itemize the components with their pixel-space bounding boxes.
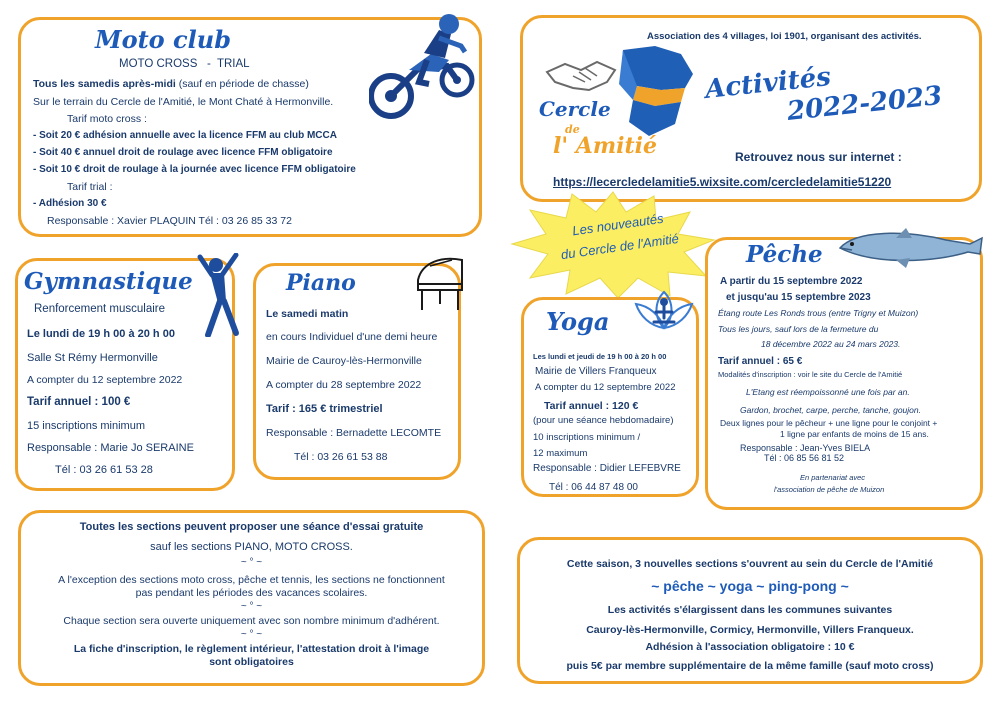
moto-schedule-rest: (sauf en période de chasse) [175, 78, 309, 90]
peche-etang: Étang route Les Ronds trous (entre Trigny et Muizon) [718, 308, 919, 318]
logo-de: de [565, 123, 580, 136]
website-link[interactable]: https://lecercledelamitie5.wixsite.com/cercledelamitie51220 [553, 175, 892, 189]
info-holidays-2: pas pendant les périodes des vacances scolaires. [135, 587, 368, 599]
moto-club-subtitle: MOTO CROSS - TRIAL [119, 58, 250, 70]
logo-amitie: l' Amitié [553, 133, 657, 159]
peche-tel: Tél : 06 85 56 81 52 [764, 453, 845, 463]
moto-line-3: - Soit 10 € droit de roulage à la journée avec licence FFM obligatoire [33, 164, 356, 175]
gymnast-icon [196, 253, 244, 337]
piano-place: Mairie de Cauroy-lès-Hermonville [266, 355, 422, 367]
gym-time: Le lundi de 19 h 00 à 20 h 00 [27, 328, 175, 340]
piano-start: A compter du 28 septembre 2022 [266, 379, 422, 391]
peche-lines-2: 1 ligne par enfants de moins de 15 ans. [780, 429, 929, 439]
logo-cercle: Cercle [539, 97, 611, 121]
moto-tarif-cross: Tarif moto cross : [67, 113, 147, 125]
piano-tarif: Tarif : 165 € trimestriel [266, 403, 383, 415]
handshake-icon [545, 52, 617, 96]
general-info-card [18, 510, 485, 686]
info-trial-exceptions: sauf les sections PIANO, MOTO CROSS. [150, 541, 353, 553]
info-documents-2: sont obligatoires [209, 656, 294, 668]
activities-heading: Activités [703, 61, 833, 106]
yoga-max: 12 maximum [533, 448, 588, 459]
moto-responsable: Responsable : Xavier PLAQUIN Tél : 03 26 85 33 72 [47, 215, 292, 227]
info-separator-1: ~ ° ~ [240, 557, 263, 568]
moto-club-card [18, 17, 482, 237]
piano-time: Le samedi matin [266, 308, 349, 320]
peche-days: Tous les jours, sauf lors de la fermeture du [718, 324, 879, 334]
gym-start: A compter du 12 septembre 2022 [27, 374, 183, 386]
info-documents-1: La fiche d'inscription, le règlement intérieur, l'attestation droit à l'image [73, 643, 430, 655]
yoga-start: A compter du 12 septembre 2022 [535, 382, 676, 393]
info-separator-2: ~ ° ~ [240, 601, 263, 612]
starburst-line-2: du Cercle de l'Amitié [559, 230, 680, 263]
info-minimum-members: Chaque section sera ouverte uniquement avec son nombre minimum d'adhérent. [63, 615, 440, 627]
info-trial-session: Toutes les sections peuvent proposer une séance d'essai gratuite [79, 521, 424, 533]
yoga-place: Mairie de Villers Franqueux [535, 366, 657, 377]
internet-label: Retrouvez nous sur internet : [735, 150, 902, 164]
moto-location: Sur le terrain du Cercle de l'Amitié, le Mont Chaté à Hermonville. [33, 96, 334, 108]
gym-card [15, 258, 235, 491]
new-sections-list: ~ pêche ~ yoga ~ ping-pong ~ [651, 578, 849, 594]
peche-tarif: Tarif annuel : 65 € [718, 356, 803, 367]
piano-title: Piano [286, 270, 356, 296]
gym-tarif: Tarif annuel : 100 € [27, 396, 131, 408]
communes-list: Cauroy-lès-Hermonville, Cormicy, Hermonville, Villers Franqueux. [586, 624, 914, 636]
season-new-sections: Cette saison, 3 nouvelles sections s'ouvrent au sein du Cercle de l'Amitié [566, 558, 934, 570]
moto-schedule-bold: Tous les samedis après-midi [33, 78, 176, 90]
map-icon [615, 44, 695, 144]
yoga-min: 10 inscriptions minimum / [533, 432, 641, 443]
peche-fish: Gardon, brochet, carpe, perche, tanche, goujon. [740, 405, 921, 415]
yoga-tel: Tél : 06 44 87 48 00 [549, 482, 638, 493]
peche-until: et jusqu'au 15 septembre 2023 [726, 292, 871, 303]
yoga-lotus-icon [632, 284, 696, 342]
association-description: Association des 4 villages, loi 1901, organisant des activités. [647, 31, 922, 42]
pike-fish-icon [836, 224, 986, 272]
piano-tel: Tél : 03 26 61 53 88 [294, 451, 388, 463]
peche-title: Pêche [746, 241, 823, 268]
piano-card [253, 263, 461, 480]
moto-line-1: - Soit 20 € adhésion annuelle avec la licence FFM au club MCCA [33, 130, 337, 141]
piano-icon [412, 254, 468, 312]
info-separator-3: ~ ° ~ [240, 629, 263, 640]
piano-responsable: Responsable : Bernadette LECOMTE [266, 427, 442, 439]
peche-card [705, 237, 983, 510]
membership-fee: Adhésion à l'association obligatoire : 10 € [645, 641, 855, 653]
starburst-line-1: Les nouveautés [571, 210, 665, 239]
yoga-title: Yoga [546, 307, 610, 336]
yoga-time: Les lundi et jeudi de 19 h 00 à 20 h 00 [533, 352, 667, 361]
peche-from: A partir du 15 septembre 2022 [720, 276, 863, 287]
gym-tel: Tél : 03 26 61 53 28 [55, 464, 153, 476]
gym-responsable: Responsable : Marie Jo SERAINE [27, 442, 194, 454]
peche-reempoissonne: L'Etang est réempoissonné une fois par an. [746, 387, 910, 397]
communes-intro: Les activités s'élargissent dans les communes suivantes [607, 604, 893, 616]
moto-schedule [33, 78, 309, 90]
piano-format: en cours Individuel d'une demi heure [266, 331, 438, 343]
gym-subtitle: Renforcement musculaire [34, 303, 166, 315]
info-holidays-1: A l'exception des sections moto cross, pêche et tennis, les sections ne fonctionnent [58, 574, 445, 586]
yoga-tarif: Tarif annuel : 120 € [544, 400, 639, 412]
gym-minimum: 15 inscriptions minimum [27, 420, 145, 432]
peche-modalites: Modalités d'inscription : voir le site du Cercle de l'Amitié [718, 370, 903, 379]
motocross-rider-icon [369, 8, 479, 123]
peche-responsable: Responsable : Jean-Yves BIELA [740, 443, 871, 453]
yoga-responsable: Responsable : Didier LEFEBVRE [533, 463, 681, 474]
moto-tarif-trial: Tarif trial : [67, 181, 113, 193]
moto-club-title: Moto club [95, 25, 231, 54]
years-heading: 2022-2023 [785, 80, 944, 128]
peche-partner-1: En partenariat avec [800, 473, 866, 482]
peche-lines-1: Deux lignes pour le pêcheur + une ligne pour le conjoint + [720, 418, 938, 428]
peche-closure: 18 décembre 2022 au 24 mars 2023. [761, 339, 901, 349]
peche-partner-2: l'association de pêche de Muizon [774, 485, 885, 494]
moto-line-2: - Soit 40 € annuel droit de roulage avec licence FFM obligatoire [33, 147, 333, 158]
yoga-card [521, 297, 699, 497]
gym-title: Gymnastique [24, 268, 193, 295]
new-sections-card [517, 537, 983, 684]
gym-place: Salle St Rémy Hermonville [27, 352, 158, 364]
family-fee: puis 5€ par membre supplémentaire de la même famille (sauf moto cross) [566, 660, 934, 672]
moto-adhesion: - Adhésion 30 € [33, 198, 107, 209]
yoga-note: (pour une séance hebdomadaire) [533, 415, 674, 426]
header-card [520, 15, 982, 202]
